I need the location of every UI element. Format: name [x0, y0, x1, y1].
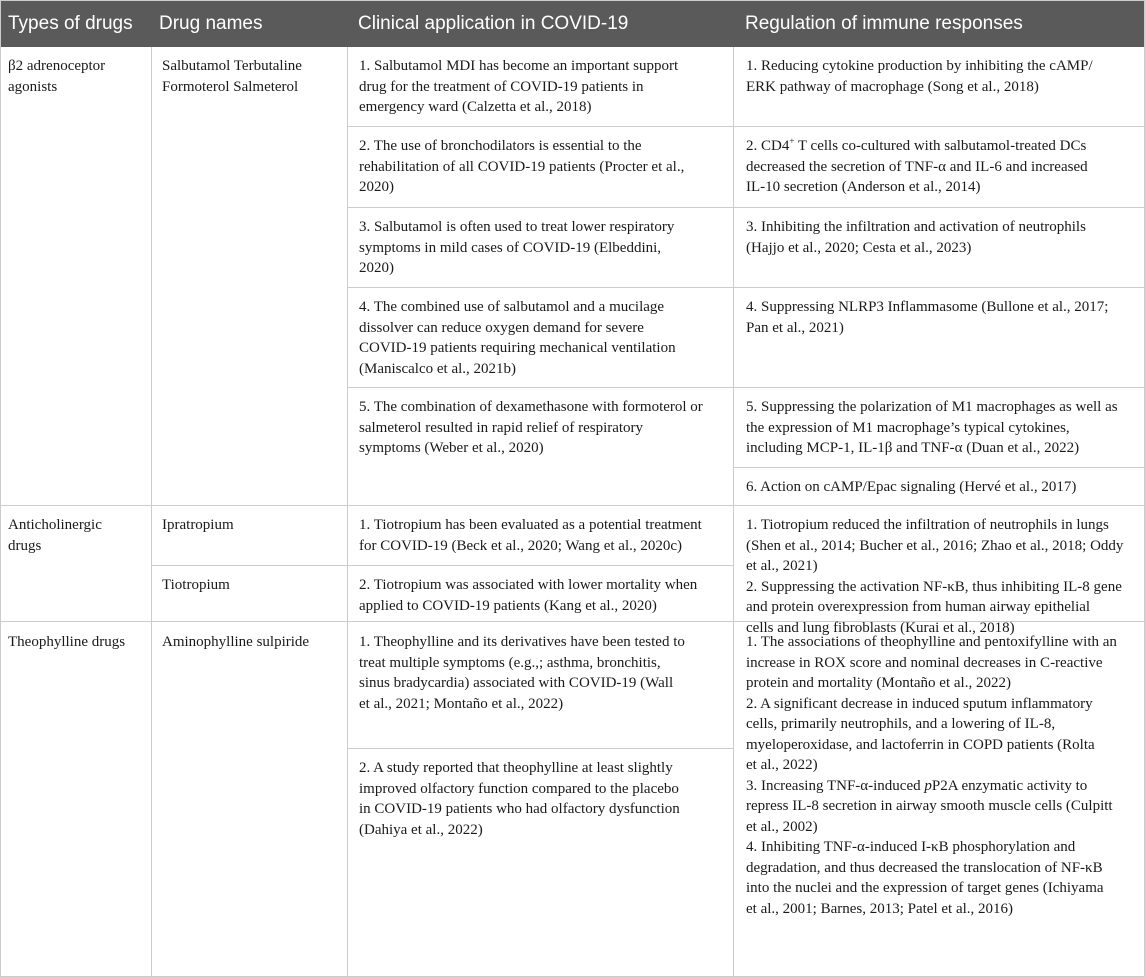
table-header-row [0, 0, 1145, 47]
clinical-item: 4. The combined use of salbutamol and a mucilage dissolver can reduce oxygen demand for severe COVID-19 patients requiring mechanical ventilation (Maniscalco et al., 2021b) [359, 299, 676, 377]
drug-names-beta2: Salbutamol Terbutaline Formoterol Salmeterol [162, 58, 302, 95]
clinical-item: 1. Tiotropium has been evaluated as a potential treatment for COVID-19 (Beck et al., 2020; Wang et al., 2020c) [359, 517, 702, 554]
immune-item: 1. Tiotropium reduced the infiltration of neutrophils in lungs (Shen et al., 2014; Bucher et al., 2016; Zhao et al., 2018; Oddy et al., 2021) 2. Suppressing the activation NF-κB, thus inhibiting IL-8 gene and protein overexpression from human airway epithelial cells and lung fibroblasts (Kurai et al., 2018) [746, 517, 1124, 636]
header-drug-names: Drug names [159, 13, 263, 34]
clinical-item: 3. Salbutamol is often used to treat lower respiratory symptoms in mild cases of COVID-19 (Elbeddini, 2020) [359, 219, 675, 276]
clinical-item: 2. The use of bronchodilators is essential to the rehabilitation of all COVID-19 patients (Procter et al., 2020) [359, 138, 685, 195]
column-divider [733, 47, 734, 977]
immune-item: 1. Reducing cytokine production by inhibiting the cAMP/ ERK pathway of macrophage (Song et al., 2018) [746, 58, 1093, 95]
clinical-item: 2. Tiotropium was associated with lower mortality when applied to COVID-19 patients (Kang et al., 2020) [359, 577, 698, 614]
row-divider [0, 505, 1145, 506]
immune-item: 3. Inhibiting the infiltration and activation of neutrophils (Hajjo et al., 2020; Cesta et al., 2023) [746, 219, 1086, 256]
immune-item: 2. CD4+ T cells co-cultured with salbutamol-treated DCs decreased the secretion of TNF-α and IL-6 and increased IL-10 secretion (Anderson et al., 2014) [746, 136, 1088, 195]
clinical-item: 1. Salbutamol MDI has become an important support drug for the treatment of COVID-19 patients in emergency ward (Calzetta et al., 2018) [359, 58, 679, 115]
drug-type-anticholinergic: Anticholinergic drugs [8, 517, 102, 554]
column-divider [347, 47, 348, 977]
drug-name-tiotropium: Tiotropium [162, 577, 230, 593]
drug-names-theophylline: Aminophylline sulpiride [162, 634, 310, 650]
header-clinical-application: Clinical application in COVID-19 [358, 13, 629, 34]
row-divider [347, 287, 1145, 288]
header-types-of-drugs: Types of drugs [8, 13, 133, 34]
clinical-item: 5. The combination of dexamethasone with formoterol or salmeterol resulted in rapid relief of respiratory symptoms (Weber et al., 2020) [359, 399, 703, 456]
row-divider [151, 565, 733, 566]
immune-item: 4. Suppressing NLRP3 Inflammasome (Bullone et al., 2017; Pan et al., 2021) [746, 299, 1109, 336]
clinical-item: 2. A study reported that theophylline at least slightly improved olfactory function compared to the placebo in COVID-19 patients who had olfactory dysfunction (Dahiya et al., 2022) [359, 760, 680, 838]
row-divider [347, 748, 733, 749]
row-divider [347, 126, 1145, 127]
immune-item: 1. The associations of theophylline and pentoxifylline with an increase in ROX score and nominal decreases in C-reactive protein and mortality (Montaño et al., 2022) 2. A significant decrease in induced sputum inflammatory cells, primarily neutrophils, and a lowering of IL-8, myeloperoxidase, and lactoferrin in COPD patients (Rolta et al., 2022) 3. Increasing TNF-α-induced pP2A enzymatic activity to repress IL-8 secretion in airway smooth muscle cells (Culpitt et al., 2002) 4. Inhibiting TNF-α-induced I-κB phosphorylation and degradation, and thus decreased the translocation of NF-κB into the nuclei and the expression of target genes (Ichiyama et al., 2001; Barnes, 2013; Patel et al., 2016) [746, 634, 1117, 917]
column-divider [151, 47, 152, 977]
immune-item: 5. Suppressing the polarization of M1 macrophages as well as the expression of M1 macrophage’s typical cytokines, including MCP-1, IL-1β and TNF-α (Duan et al., 2022) [746, 399, 1118, 456]
drug-type-beta2-agonists: β2 adrenoceptor agonists [8, 58, 106, 95]
immune-item: 6. Action on cAMP/Epac signaling (Hervé et al., 2017) [746, 479, 1077, 495]
header-immune-regulation: Regulation of immune responses [745, 13, 1023, 34]
row-divider [347, 387, 1145, 388]
row-divider [733, 467, 1145, 468]
clinical-item: 1. Theophylline and its derivatives have been tested to treat multiple symptoms (e.g.,; asthma, bronchitis, sinus bradycardia) associated with COVID-19 (Wall et al., 2021; Montaño et al., 2022) [359, 634, 685, 712]
drug-name-ipratropium: Ipratropium [162, 517, 234, 533]
row-divider [347, 207, 1145, 208]
drug-type-theophylline: Theophylline drugs [8, 634, 126, 650]
